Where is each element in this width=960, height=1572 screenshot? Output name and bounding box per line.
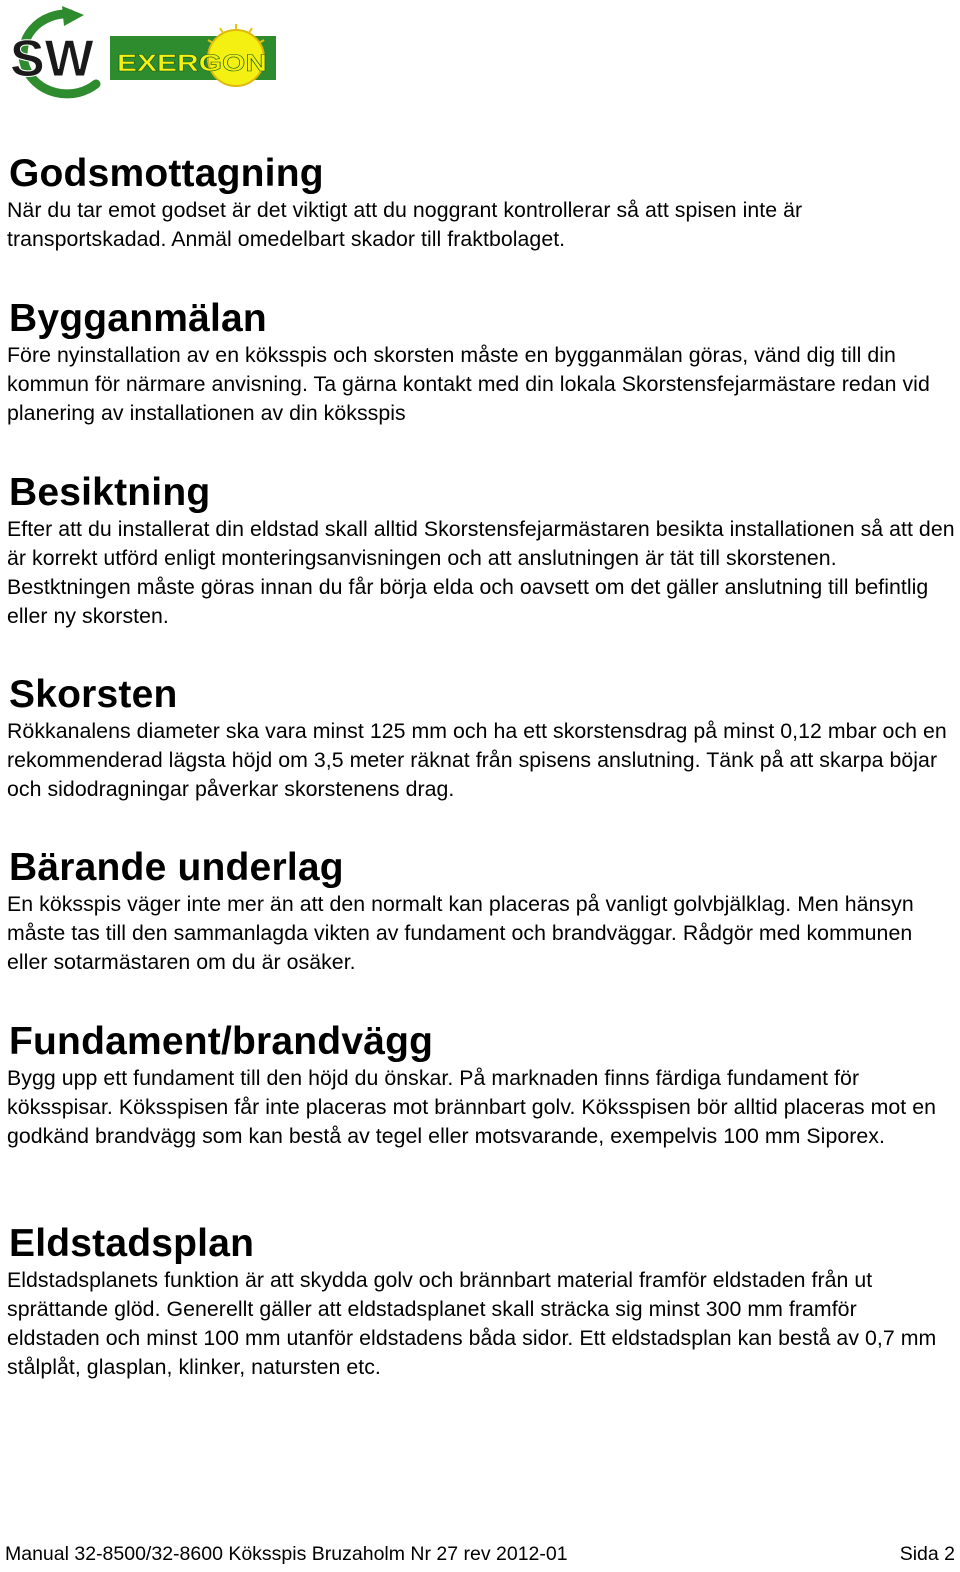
section-body: En köksspis väger inte mer än att den normalt kan placeras på vanligt golvbjälklag. Men hänsyn måste tas till den sammanlagda vikten av fundament och brandväggar. Rådgör med kommunen eller sotarmästaren om du är osäker. xyxy=(7,892,914,974)
section-body: När du tar emot godset är det viktigt att du noggrant kontrollerar så att spisen inte är transportskadad. Anmäl omedelbart skador till fraktbolaget. xyxy=(7,198,803,251)
section-body: Bygg upp ett fundament till den höjd du önskar. På marknaden finns färdiga fundament för köksspisar. Köksspisen får inte placeras mot brännbart golv. Köksspisen bör alltid placeras mot en godkänd brandvägg som kan bestå av tegel eller motsvarande, exempelvis 100 mm Siporex. xyxy=(7,1066,937,1148)
section-heading: Besiktning xyxy=(9,471,211,514)
footer-page-number: Sida 2 xyxy=(899,1543,955,1565)
logo-sw-text: SW xyxy=(10,30,94,88)
section-heading: Fundament/brandvägg xyxy=(9,1020,434,1063)
section-barande-underlag xyxy=(7,846,955,977)
footer-manual-title: Manual 32-8500/32-8600 Köksspis Bruzaholm Nr 27 rev 2012-01 xyxy=(5,1543,568,1565)
section-heading: Godsmottagning xyxy=(9,152,324,195)
section-bygganmalan xyxy=(7,297,955,428)
section-besiktning xyxy=(7,471,955,631)
section-body: Efter att du installerat din eldstad skall alltid Skorstensfejarmästaren besikta installationen så att den är korrekt utförd enligt monteringsanvisningen och att anslutningen är tät till skorstenen. Bestktningen måste göras innan du får börja elda och oavsett om det gäller anslutning till befintlig eller ny skorsten. xyxy=(7,517,955,628)
arrow-head-icon xyxy=(62,6,84,26)
section-fundament-brandvagg xyxy=(7,1020,955,1151)
section-heading: Bärande underlag xyxy=(9,846,344,889)
section-body: Eldstadsplanets funktion är att skydda golv och brännbart material framför eldstaden från ut sprättande glöd. Generellt gäller att eldstadsplanet skall sträcka sig minst 300 mm framför eldstaden och minst 100 mm utanför eldstadens båda sidor. Ett eldstadsplan kan bestå av 0,7 mm stålplåt, glasplan, klinker, natursten etc. xyxy=(7,1268,937,1379)
section-skorsten xyxy=(7,673,955,804)
sw-exergon-logo xyxy=(0,6,280,102)
section-heading: Eldstadsplan xyxy=(9,1222,255,1265)
section-heading: Bygganmälan xyxy=(9,297,267,340)
section-body: Rökkanalens diameter ska vara minst 125 mm och ha ett skorstensdrag på minst 0,12 mbar och en rekommenderad lägsta höjd om 3,5 meter räknat från spisens anslutning. Tänk på att skarpa böjar och sidodragningar påverkar skorstenens drag. xyxy=(7,719,947,801)
section-heading: Skorsten xyxy=(9,673,178,716)
section-godsmottagning xyxy=(7,152,955,254)
section-eldstadsplan xyxy=(7,1222,955,1382)
logo-exergon-text: EXERGON xyxy=(117,50,267,77)
logo-graphic xyxy=(0,6,280,102)
section-body: Före nyinstallation av en köksspis och skorsten måste en bygganmälan göras, vänd dig till din kommun för närmare anvisning. Ta gärna kontakt med din lokala Skorstensfejarmästare redan vid planering av installationen av din köksspis xyxy=(7,343,930,425)
